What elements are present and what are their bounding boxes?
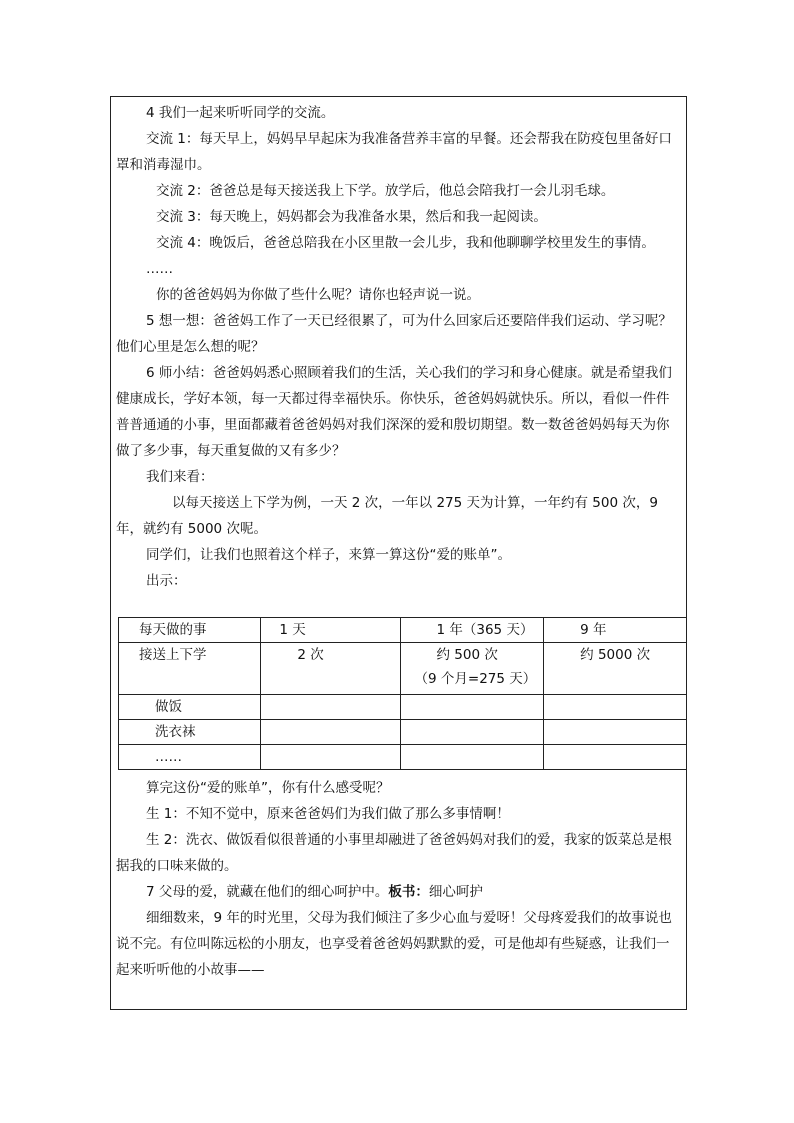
header-cell: 1 天 bbox=[261, 618, 400, 643]
table-cell bbox=[400, 695, 544, 720]
heading-4: 4 我们一起来听听同学的交流。 bbox=[146, 105, 335, 121]
table-row bbox=[119, 695, 687, 720]
table-cell bbox=[544, 745, 687, 770]
table-cell-with-note bbox=[400, 643, 544, 695]
love-bill-table bbox=[118, 617, 687, 770]
feeling-question: 算完这份“爱的账单”，你有什么感受呢？ bbox=[146, 780, 390, 796]
exchange-2: 交流 2：爸爸总是每天接送我上下学。放学后，他总会陪我打一会儿羽毛球。 bbox=[156, 183, 615, 199]
table-header-row bbox=[119, 618, 687, 643]
section-7 bbox=[116, 879, 682, 905]
table-cell: …… bbox=[119, 745, 261, 770]
board-text: 细心呵护 bbox=[428, 884, 483, 900]
closing-paragraph: 细细数来，9 年的时光里，父母为我们倾注了多少心血与爱呀！父母疼爱我们的故事说也说不完。有位叫陈远松的小朋友，也享受着爸爸妈妈默默的爱，可是他却有些疑惑，让我们一起来听听他的小故事—— bbox=[116, 910, 672, 978]
table-row bbox=[119, 745, 687, 770]
table-cell: 做饭 bbox=[119, 695, 261, 720]
example-calc: 以每天接送上下学为例，一天 2 次，一年以 275 天为计算，一年约有 500 次，9 年，就约有 5000 次呢。 bbox=[116, 495, 658, 537]
classmates-prompt: 同学们，让我们也照着这个样子，来算一算这份“爱的账单”。 bbox=[146, 547, 511, 563]
table-cell bbox=[544, 720, 687, 745]
section-7-text: 7 父母的爱，就藏在他们的细心呵护中。 bbox=[146, 884, 389, 900]
prompt-question: 你的爸爸妈妈为你做了些什么呢？请你也轻声说一说。 bbox=[156, 287, 480, 303]
student-2: 生 2：洗衣、做饭看似很普通的小事里却融进了爸爸妈妈对我们的爱，我家的饭菜总是根据我的口味来做的。 bbox=[116, 832, 672, 874]
header-cell: 9 年 bbox=[544, 618, 687, 643]
table-cell: 接送上下学 bbox=[119, 643, 261, 695]
table-row bbox=[119, 720, 687, 745]
table-cell: 约 5000 次 bbox=[544, 643, 687, 695]
table-cell bbox=[400, 745, 544, 770]
table-cell-value: 约 500 次 bbox=[436, 647, 498, 663]
lesson-content-top bbox=[116, 100, 682, 594]
table-row bbox=[119, 643, 687, 695]
ellipsis: …… bbox=[146, 261, 173, 277]
table-cell bbox=[400, 720, 544, 745]
exchange-3: 交流 3：每天晚上，妈妈都会为我准备水果，然后和我一起阅读。 bbox=[156, 209, 547, 225]
show-label: 出示： bbox=[146, 573, 187, 589]
think-5: 5 想一想：爸爸妈工作了一天已经很累了，可为什么回家后还要陪伴我们运动、学习呢？他们心里是怎么想的呢？ bbox=[116, 313, 672, 355]
lesson-content-bottom bbox=[116, 775, 682, 983]
table-cell bbox=[544, 695, 687, 720]
table-cell bbox=[261, 745, 400, 770]
header-cell: 每天做的事 bbox=[119, 618, 261, 643]
table-cell: 2 次 bbox=[261, 643, 400, 695]
exchange-1: 交流 1：每天早上，妈妈早早起床为我准备营养丰富的早餐。还会帮我在防疫包里备好口罩和消毒湿巾。 bbox=[116, 131, 672, 173]
lets-see: 我们来看： bbox=[146, 469, 214, 485]
table-cell-note: （9 个月=275 天） bbox=[414, 671, 537, 687]
student-1: 生 1：不知不觉中，原来爸爸妈们为我们做了那么多事情啊！ bbox=[146, 806, 510, 822]
table-cell: 洗衣袜 bbox=[119, 720, 261, 745]
summary-6: 6 师小结：爸爸妈妈悉心照顾着我们的生活，关心我们的学习和身心健康。就是希望我们健康成长，学好本领，每一天都过得幸福快乐。你快乐，爸爸妈妈就快乐。所以，看似一件件普普通通的小事，里面都藏着爸爸妈妈对我们深深的爱和殷切期望。数一数爸爸妈妈每天为你做了多少事，每天重复做的又有多少？ bbox=[116, 365, 672, 459]
exchange-4: 交流 4：晚饭后，爸爸总陪我在小区里散一会儿步，我和他聊聊学校里发生的事情。 bbox=[156, 235, 655, 251]
header-cell: 1 年（365 天） bbox=[400, 618, 544, 643]
board-label: 板书： bbox=[388, 884, 429, 900]
table-cell bbox=[261, 695, 400, 720]
table-cell bbox=[261, 720, 400, 745]
